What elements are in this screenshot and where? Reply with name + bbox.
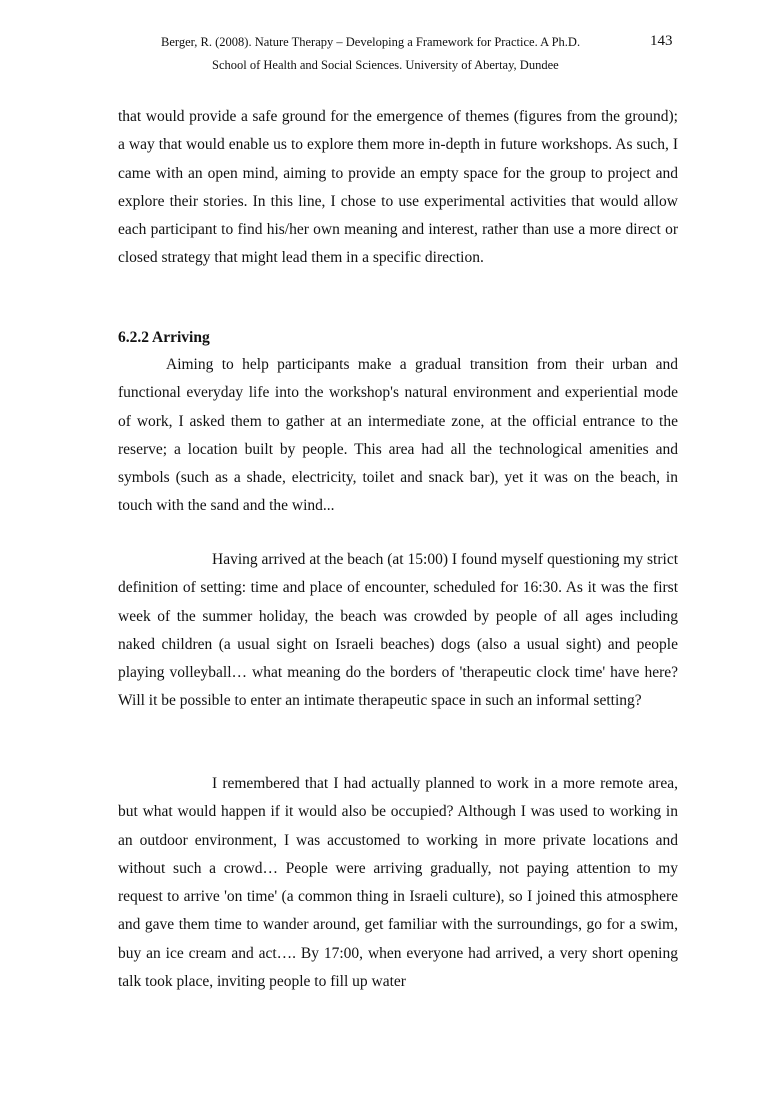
- page-number: 143: [650, 33, 673, 49]
- section-heading: 6.2.2 Arriving: [118, 329, 210, 346]
- paragraph-text: I remembered that I had actually planned to work in a more remote area, but what would happen if it would also be occupied? Although I was used to working in an outdoor environment, I was accustomed to working in more private locations and without such a crowd… People were arriving gradually, not paying attention to my request to arrive 'on time' (a common thing in Israeli culture), so I joined this atmosphere and gave them time to wander around, get familiar with the surroundings, go for a swim, buy an ice cream and act…. By 17:00, when everyone had arrived, a very short opening talk took place, inviting people to fill up water: [118, 775, 678, 991]
- paragraph-remote-area: [118, 770, 678, 996]
- paragraph-text: that would provide a safe ground for the emergence of themes (figures from the ground); a way that would enable us to explore them more in-depth in future workshops. As such, I came with an open mind, aiming to provide an empty space for the group to project and explore their stories. In this line, I chose to use experimental activities that would allow each participant to find his/her own meaning and interest, rather than use a more direct or closed strategy that might lead them in a specific direction.: [118, 108, 678, 267]
- running-header-citation: Berger, R. (2008). Nature Therapy – Developing a Framework for Practice. A Ph.D.: [161, 35, 581, 49]
- paragraph-text: Having arrived at the beach (at 15:00) I found myself questioning my strict definition of setting: time and place of encounter, scheduled for 16:30. As it was the first week of the summer holiday, the beach was crowded by people of all ages including naked children (a usual sight on Israeli beaches) dogs (also a usual sight) and people playing volleyball… what meaning do the borders of 'therapeutic clock time' have here? Will it be possible to enter an intimate therapeutic space in such an informal setting?: [118, 551, 678, 710]
- paragraph-text: Aiming to help participants make a gradual transition from their urban and functional everyday life into the workshop's natural environment and experiential mode of work, I asked them to gather at an intermediate zone, at the official entrance to the reserve; a location built by people. This area had all the technological amenities and symbols (such as a shade, electricity, toilet and snack bar), yet it was on the beach, in touch with the sand and the wind...: [118, 356, 678, 515]
- paragraph-beach-reflection: [118, 546, 678, 716]
- paragraph-intro-continuation: [118, 103, 678, 273]
- paragraph-arriving: [118, 351, 678, 521]
- running-header-institution: School of Health and Social Sciences. University of Abertay, Dundee: [212, 58, 559, 72]
